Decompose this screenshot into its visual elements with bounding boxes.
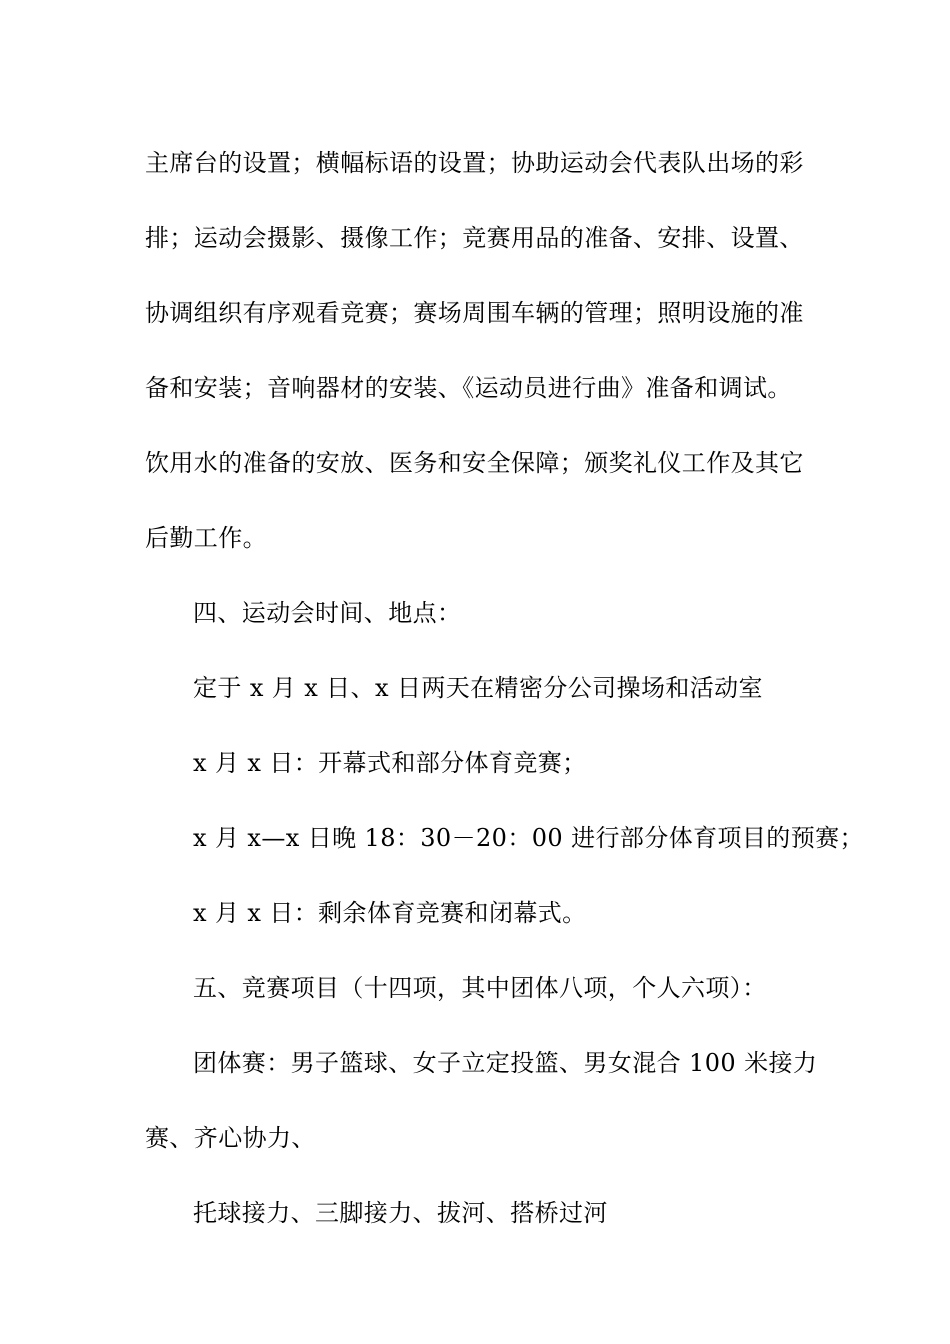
- text-line: 排；运动会摄影、摄像工作；竞赛用品的准备、安排、设置、: [145, 224, 804, 252]
- text-line: x 月 x—x 日晚 18：30－20：00 进行部分体育项目的预赛；: [193, 824, 864, 852]
- section-heading-time-location: [145, 576, 815, 651]
- section-heading-events: [145, 951, 815, 1026]
- text-line: 团体赛：男子篮球、女子立定投篮、男女混合 100 米接力: [193, 1049, 818, 1077]
- text-line: 四、运动会时间、地点：: [193, 599, 462, 627]
- text-line: 协调组织有序观看竞赛；赛场周围车辆的管理；照明设施的准: [145, 299, 804, 327]
- paragraph-venue: [145, 651, 815, 726]
- text-line: 托球接力、三脚接力、拔河、搭桥过河: [193, 1199, 608, 1227]
- paragraph-team-events: [145, 1026, 818, 1176]
- text-line: 饮用水的准备的安放、医务和安全保障；颁奖礼仪工作及其它: [145, 449, 804, 477]
- text-line: 赛、齐心协力、: [145, 1124, 316, 1152]
- paragraph-evening-prelims: [145, 801, 864, 876]
- text-line: 备和安装；音响器材的安装、《运动员进行曲》准备和调试。: [145, 374, 792, 402]
- paragraph-team-events-continued: [145, 1176, 815, 1251]
- paragraph-logistics: [145, 126, 815, 576]
- document-body: [145, 126, 864, 1251]
- text-line: x 月 x 日：剩余体育竞赛和闭幕式。: [193, 899, 587, 927]
- text-line: 五、竞赛项目（十四项，其中团体八项，个人六项）：: [193, 974, 767, 1002]
- paragraph-day-one: [145, 726, 815, 801]
- text-line: x 月 x 日：开幕式和部分体育竞赛；: [193, 749, 587, 777]
- text-line: 定于 x 月 x 日、x 日两天在精密分公司操场和活动室: [193, 674, 763, 702]
- text-line: 主席台的设置；横幅标语的设置；协助运动会代表队出场的彩: [145, 149, 804, 177]
- text-line: 后勤工作。: [145, 524, 267, 552]
- paragraph-final-day: [145, 876, 815, 951]
